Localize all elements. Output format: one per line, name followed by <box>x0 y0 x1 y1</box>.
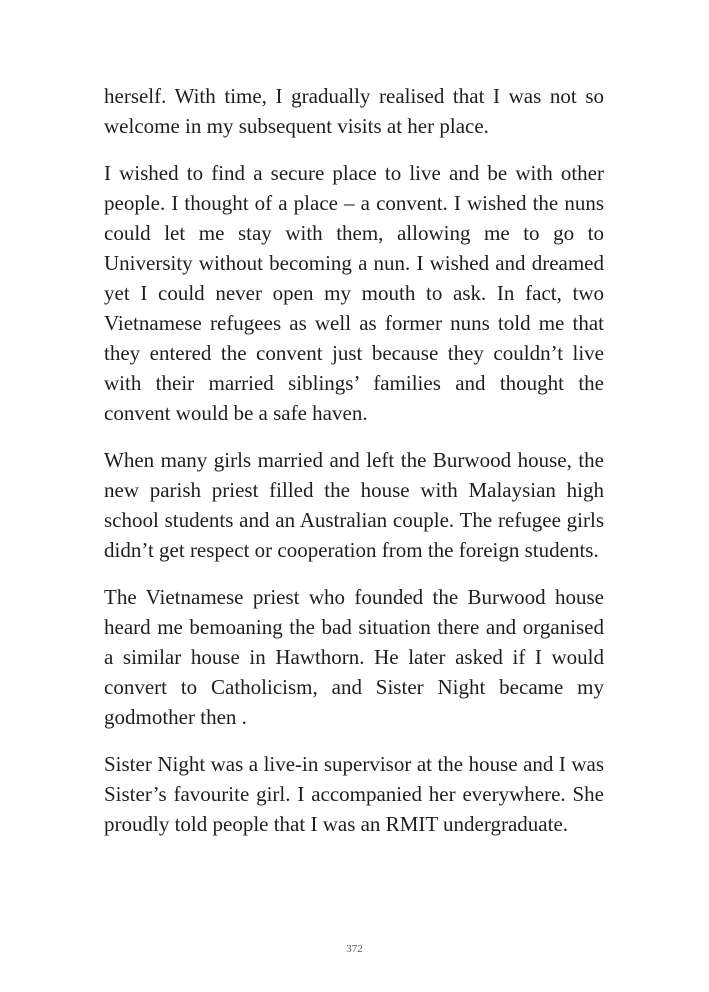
page-number: 372 <box>346 943 363 955</box>
paragraph-1: herself. With time, I gradually realised that I was not so welcome in my subsequent visits at her place. <box>104 84 604 138</box>
paragraph-5: Sister Night was a live-in supervisor at the house and I was Sister’s favourite girl. I accompanied her everywhere. She proudly told people that I was an RMIT undergraduate. <box>104 752 604 836</box>
paragraph-2: I wished to find a secure place to live and be with other people. I thought of a place – a convent. I wished the nuns could let me stay with them, allowing me to go to University without becoming a nun. I wished and dreamed yet I could never open my mouth to ask. In fact, two Vietnamese refugees as well as former nuns told me that they entered the convent just because they couldn’t live with their married siblings’ families and thought the convent would be a safe haven. <box>104 161 604 425</box>
page-body <box>104 81 604 856</box>
paragraph-4: The Vietnamese priest who founded the Burwood house heard me bemoaning the bad situation there and organised a similar house in Hawthorn. He later asked if I would convert to Catholicism, and Sister Night became my godmother then . <box>104 585 604 729</box>
paragraph-3: When many girls married and left the Burwood house, the new parish priest filled the house with Malaysian high school students and an Australian couple. The refugee girls didn’t get respect or cooperation from the foreign students. <box>104 448 604 562</box>
